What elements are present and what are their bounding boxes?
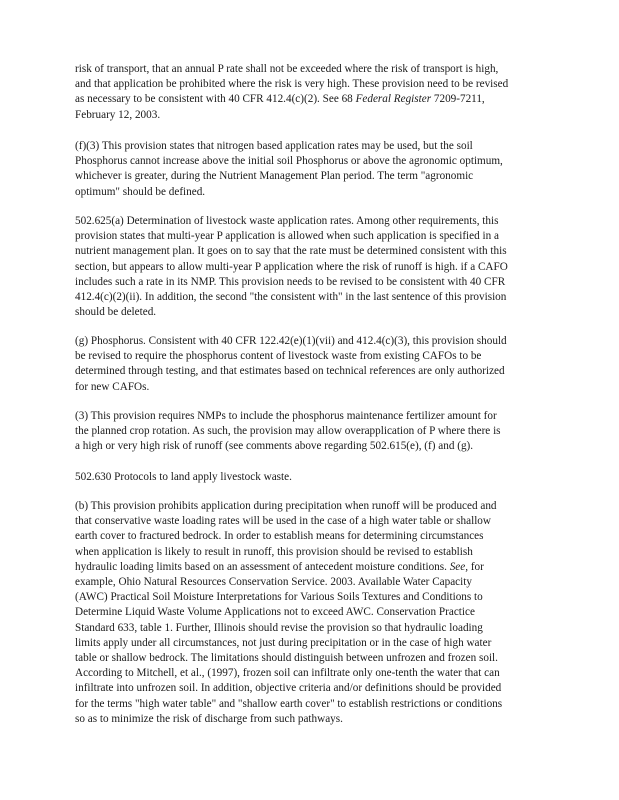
federal-register-citation: Federal Register <box>355 93 432 106</box>
paragraph-g-phosphorus <box>75 334 545 395</box>
text-line: 502.625(a) Determination of livestock waste application rates. Among other requirements, this <box>75 215 499 227</box>
text-segment: 7209-7211, <box>431 93 485 106</box>
text-line: earth cover to fractured bedrock. In order to establish means for determining circumstances <box>75 530 484 543</box>
text-line: Standard 633, table 1. Further, Illinois should revise the provision so that hydraulic loading <box>75 621 483 634</box>
text-line: for the terms "high water table" and "shallow earth cover" to establish restrictions or conditions <box>75 697 503 710</box>
text-line <box>75 92 545 107</box>
text-line: table or shallow bedrock. The limitations should distinguish between unfrozen and frozen soil. <box>75 652 498 665</box>
text-line: whichever is greater, during the Nutrient Management Plan period. The term "agronomic <box>75 170 474 183</box>
paragraph-f3 <box>75 139 545 200</box>
text-line: Phosphorus cannot increase above the initial soil Phosphorus or above the agronomic optimum, <box>75 155 503 168</box>
text-line: 502.630 Protocols to land apply livestock waste. <box>75 471 292 483</box>
text-line: that conservative waste loading rates will be used in the case of a high water table or shallow <box>75 515 491 528</box>
text-line: (f)(3) This provision states that nitrogen based application rates may be used, but the soil <box>75 140 473 152</box>
text-line: February 12, 2003. <box>75 108 161 121</box>
text-line: (AWC) Practical Soil Moisture Interpretations for Various Soils Textures and Conditions to <box>75 591 483 604</box>
text-line: when application is likely to result in runoff, this provision should be revised to establish <box>75 545 473 558</box>
text-line: for new CAFOs. <box>75 380 150 393</box>
paragraph-3-nmp <box>75 409 545 455</box>
paragraph-p-rate-limits <box>75 62 545 123</box>
text-line <box>75 560 545 575</box>
text-line: risk of transport, that an annual P rate shall not be exceeded where the risk of transport is high, <box>75 63 499 75</box>
paragraph-502-630-heading <box>75 470 545 485</box>
text-line: a high or very high risk of runoff (see comments above regarding 502.615(e), (f) and (g). <box>75 440 474 453</box>
text-line: optimum" should be defined. <box>75 185 206 198</box>
text-line: so as to minimize the risk of discharge from such pathways. <box>75 712 343 725</box>
text-line: nutrient management plan. It goes on to say that the rate must be determined consistent with this <box>75 245 507 258</box>
text-line: includes such a rate in its NMP. This provision needs to be revised to be consistent with 40 CFR <box>75 275 506 288</box>
paragraph-502-625a <box>75 214 545 320</box>
text-line: (g) Phosphorus. Consistent with 40 CFR 122.42(e)(1)(vii) and 412.4(c)(3), this provision should <box>75 335 507 347</box>
text-line: section, but appears to allow multi-year P application where the risk of runoff is high. if a CAFO <box>75 260 508 273</box>
paragraph-b-application <box>75 499 545 727</box>
text-line: Determine Liquid Waste Volume Applications not to exceed AWC. Conservation Practice <box>75 606 475 619</box>
text-segment: for <box>468 560 484 573</box>
text-line: limits apply under all circumstances, not just during precipitation or in the case of high water <box>75 636 492 649</box>
text-line: According to Mitchell, et al., (1997), frozen soil can infiltrate only one-tenth the water that can <box>75 667 500 680</box>
text-line: 412.4(c)(2)(ii). In addition, the second "the consistent with" in the last sentence of this provision <box>75 291 507 304</box>
text-line: (3) This provision requires NMPs to include the phosphorus maintenance fertilizer amount for <box>75 410 497 422</box>
text-line: (b) This provision prohibits application during precipitation when runoff will be produced and <box>75 500 497 512</box>
text-segment: as necessary to be consistent with 40 CFR 412.4(c)(2). See 68 <box>75 93 356 106</box>
text-line: example, Ohio Natural Resources Conservation Service. 2003. Available Water Capacity <box>75 576 472 589</box>
see-citation: See, <box>449 560 469 573</box>
text-line: infiltrate into unfrozen soil. In addition, objective criteria and/or definitions should be provided <box>75 682 502 695</box>
text-line: determined through testing, and that estimates based on technical references are only authorized <box>75 365 505 378</box>
text-line: be revised to require the phosphorus content of livestock waste from existing CAFOs to be <box>75 350 482 363</box>
text-segment: hydraulic loading limits based on an assessment of antecedent moisture conditions. <box>75 560 450 573</box>
text-line: provision states that multi-year P application is allowed when such application is specified in a <box>75 230 499 243</box>
text-line: and that application be prohibited where the risk is very high. These provision need to be revised <box>75 78 509 91</box>
text-line: the planned crop rotation. As such, the provision may allow overapplication of P where there is <box>75 425 501 438</box>
text-line: should be deleted. <box>75 306 157 319</box>
